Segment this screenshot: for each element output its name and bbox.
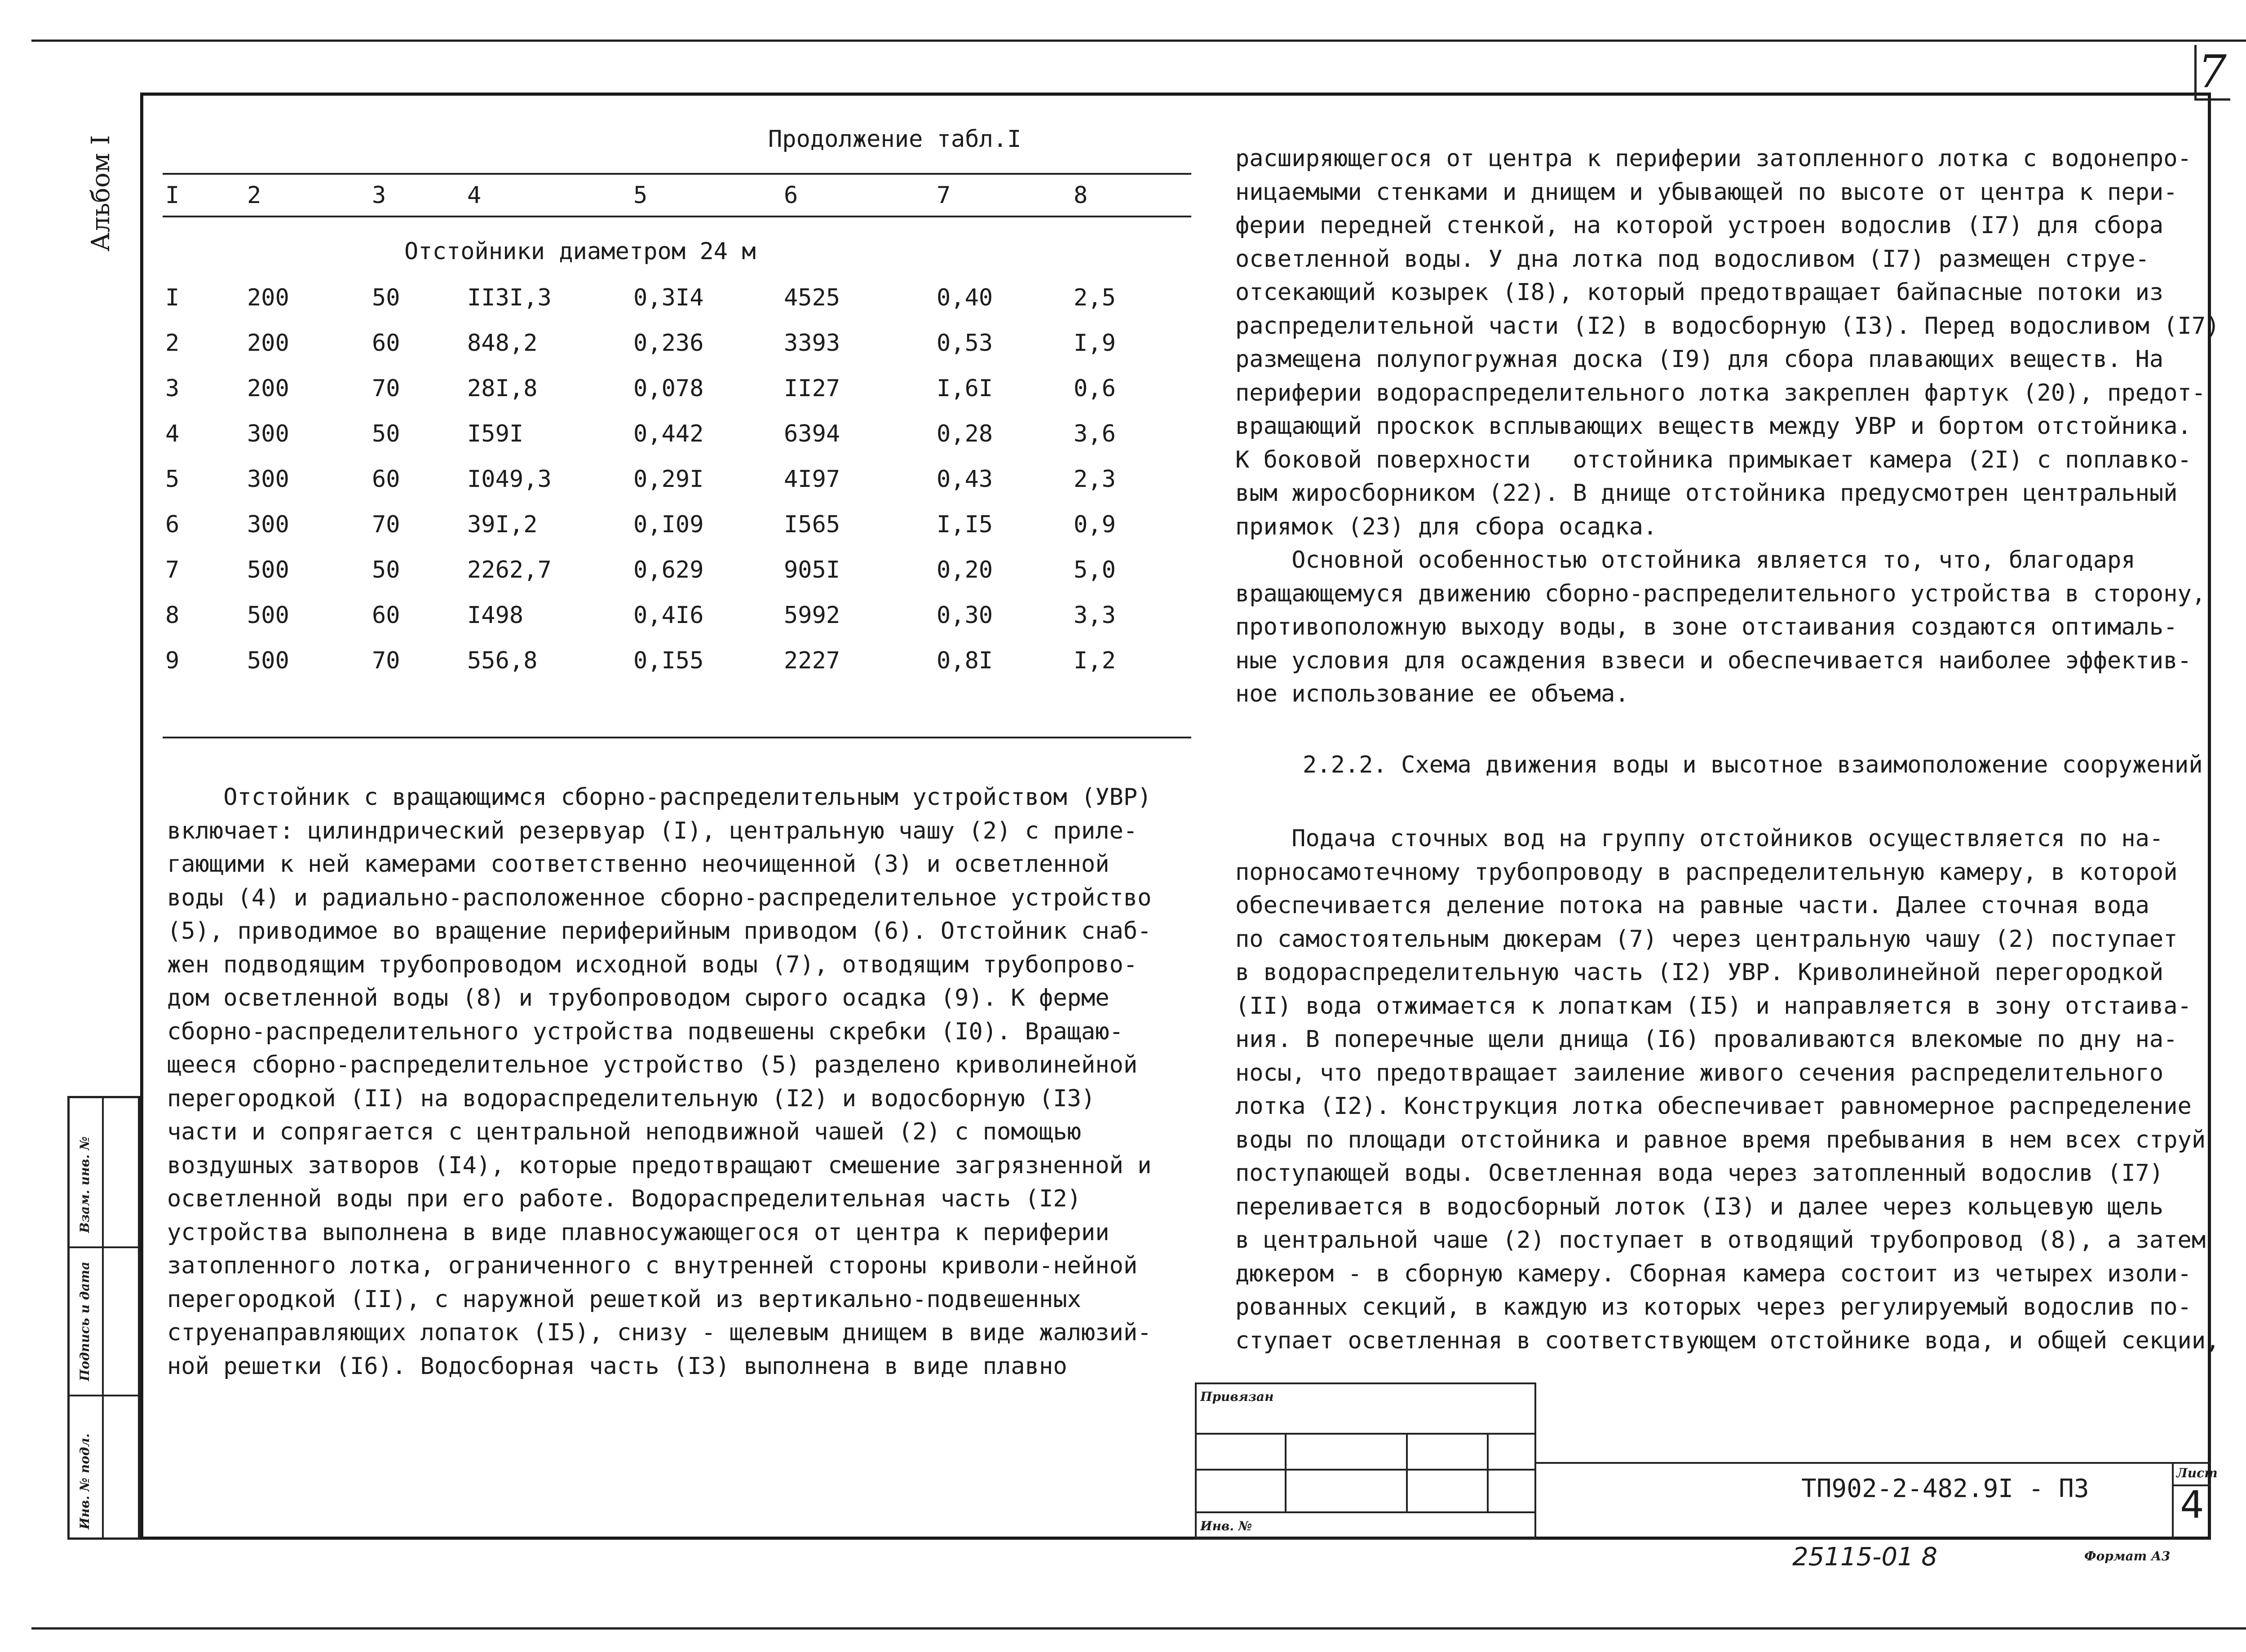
table-cell: 2 [165,330,180,357]
table-cell: 500 [247,647,289,674]
text-line: вым жиросборником (22). В днище отстойника предусмотрен центральный [1235,480,2178,507]
title-block-attached-label: Привязан [1200,1389,1274,1404]
table-cell: 5,0 [1074,557,1116,583]
text-line: К боковой поверхности отстойника примыкает камера (2I) с поплавко- [1235,446,2192,473]
table-cell: 905I [784,557,840,583]
table-cell: 300 [247,511,289,538]
text-line: противоположную выходу воды, в зоне отстаивания создаются оптималь- [1235,614,2178,640]
table-cell: 5 [165,466,180,493]
text-line: обеспечивается деление потока на равные части. Далее сточная вода [1235,892,2149,919]
table-header-cell: 3 [372,182,386,209]
text-line: Подача сточных вод на группу отстойников осуществляется по на- [1235,825,2164,852]
text-line: ступает осветленная в соответствующем отстойнике вода, и общей секции, [1235,1327,2220,1354]
side-stamp-replace-inv: Взам. инв. № [77,1136,92,1233]
text-line: ной решетки (I6). Водосборная часть (I3) выполнена в виде плавно [167,1352,1067,1380]
text-line: осветленной воды. У дна лотка под водосливом (I7) размещен струе- [1235,245,2149,273]
table-cell: 50 [372,420,400,447]
text-line: (5), приводимое во вращение периферийным приводом (6). Отстойник снаб- [167,918,1152,945]
text-line: носы, что предотвращает заиление живого сечения распределительного [1235,1059,2164,1087]
table-header-cell: 6 [784,182,798,209]
table-cell: 200 [247,284,289,311]
table-cell: 70 [372,375,400,402]
side-stamp-orig-inv: Инв. № подл. [77,1433,92,1529]
title-block-inv-label: Инв. № [1200,1519,1252,1533]
table-cell: 500 [247,602,289,629]
text-line: Основной особенностью отстойника является то, что, благодаря [1235,547,2135,574]
table-cell: 5992 [784,602,840,629]
table-cell: 6 [165,511,180,538]
text-line: (II) вода отжимается к лопаткам (I5) и направляется в зону отстаива- [1235,992,2192,1020]
text-line: Отстойник с вращающимся сборно-распределительным устройством (УВР) [167,784,1152,811]
table-cell: 0,29I [633,466,704,493]
table-cell: I049,3 [467,466,552,493]
table-cell: 3,3 [1074,602,1116,629]
table-cell: 200 [247,375,289,402]
table-cell: 0,236 [633,330,704,357]
table-cell: I59I [467,420,524,447]
text-line: по самостоятельным дюкерам (7) через центральную чашу (2) поступает [1235,925,2178,953]
table-cell: 2227 [784,647,840,674]
table-cell: 4525 [784,284,840,311]
table-caption: Продолжение табл.I [768,126,1021,153]
title-block-sheet-label: Лист [2176,1466,2218,1480]
text-line: перегородкой (II), с наружной решеткой из вертикально-подвешенных [167,1285,1081,1313]
text-line: ницаемыми стенками и днищем и убывающей по высоте от центра к пери- [1235,178,2178,206]
table-cell: 0,629 [633,557,704,583]
table-header-cell: 2 [247,182,261,209]
text-line: приямок (23) для сбора осадка. [1235,513,1658,540]
text-line: воды по площади отстойника и равное время пребывания в нем всех струй [1235,1126,2206,1153]
table-cell: 8 [165,602,180,629]
table-header-cell: 5 [633,182,648,209]
table-cell: 0,9 [1074,511,1116,538]
table-cell: I [165,284,180,311]
text-line: ные условия для осаждения взвеси и обеспечивается наиболее эффектив- [1235,647,2192,674]
table-cell: 556,8 [467,647,538,674]
table-cell: 28I,8 [467,375,538,402]
text-line: жен подводящим трубопроводом исходной воды (7), отводящим трубопрово- [167,951,1138,978]
table-cell: 50 [372,557,400,583]
table-cell: 4 [165,420,180,447]
document-code: ТП902-2-482.9I - ПЗ [1801,1474,2089,1503]
text-line: части и сопрягается с центральной неподвижной чашей (2) с помощью [167,1118,1081,1145]
table-cell: 3,6 [1074,420,1116,447]
table-cell: 4I97 [784,466,840,493]
side-stamp [67,1096,140,1540]
table-cell: I,I5 [937,511,993,538]
format-label: Формат А3 [2084,1549,2171,1564]
section-heading: 2.2.2. Схема движения воды и высотное взаимоположение сооружений [1303,751,2203,778]
table-header-cell: 8 [1074,182,1088,209]
table-cell: 50 [372,284,400,311]
table-cell: 60 [372,466,400,493]
table-cell: I,2 [1074,647,1116,674]
text-line: переливается в водосборный лоток (I3) и далее через кольцевую щель [1235,1193,2164,1220]
album-label: Альбом I [86,135,115,252]
table-cell: 2,5 [1074,284,1116,311]
sheet-number: 4 [2180,1483,2204,1527]
text-line: дом осветленной воды (8) и трубопроводом сырого осадка (9). К ферме [167,985,1110,1012]
table-cell: 3393 [784,330,840,357]
table-cell: 70 [372,647,400,674]
table-cell: 200 [247,330,289,357]
table-cell: 0,30 [937,602,993,629]
text-line: гающими к ней камерами соответственно неочищенной (3) и осветленной [167,851,1110,878]
table-cell: 70 [372,511,400,538]
text-line: перегородкой (II) на водораспределительную (I2) и водосборную (I3) [167,1085,1096,1112]
text-line: в водораспределительную часть (I2) УВР. Криволинейной перегородкой [1235,959,2164,986]
table-cell: 0,I55 [633,647,704,674]
text-line: размещена полупогружная доска (I9) для сбора плавающих веществ. На [1235,346,2164,373]
corner-page-number: 7 [2198,45,2227,98]
text-line: вращающий проскок всплывающих веществ между УВР и бортом отстойника. [1235,413,2192,440]
table-cell: 2262,7 [467,557,552,583]
table-cell: 3 [165,375,180,402]
right-paragraph-description [1235,142,2219,711]
table-cell: 0,442 [633,420,704,447]
table-header-cell: I [165,182,180,209]
text-line: порносамотечному трубопроводу в распределительную камеру, в которой [1235,858,2178,886]
table-header-cell: 7 [937,182,951,209]
text-line: расширяющегося от центра к периферии затопленного лотка с водонепро- [1235,145,2192,172]
table-cell: 0,8I [937,647,993,674]
table-cell: 39I,2 [467,511,538,538]
table-cell: 0,20 [937,557,993,583]
text-line: щееся сборно-распределительное устройство (5) разделено криволинейной [167,1051,1138,1078]
table-cell: 0,078 [633,375,704,402]
text-line: лотка (I2). Конструкция лотка обеспечивает равномерное распределение [1235,1093,2192,1120]
table-cell: 0,40 [937,284,993,311]
table-header-rule [163,216,1191,217]
text-line: распределительной части (I2) в водосборную (I3). Перед водосливом (I7) [1235,312,2220,340]
table-cell: I,6I [937,375,993,402]
text-line: поступающей воды. Осветленная вода через затопленный водослив (I7) [1235,1160,2164,1187]
table-cell: 6394 [784,420,840,447]
text-line: сборно-распределительного устройства подвешены скребки (I0). Вращаю- [167,1018,1123,1045]
title-block-left [1195,1383,1536,1540]
table-cell: I498 [467,602,524,629]
text-line: струенаправляющих лопаток (I5), снизу - щелевым днищем в виде жалюзий- [167,1319,1152,1346]
text-line: периферии водораспределительного лотка закреплен фартук (20), предот- [1235,379,2206,406]
bottom-inventory-number: 25115-01 8 [1792,1542,1938,1572]
text-line: ферии передней стенкой, на которой устроен водослив (I7) для сбора [1235,212,2164,239]
table-cell: 0,3I4 [633,284,704,311]
table-cell: I565 [784,511,840,538]
table-cell: 0,4I6 [633,602,704,629]
side-stamp-signature-date: Подпись и дата [77,1261,92,1381]
text-line: вращающемуся движению сборно-распределительного устройства в сторону, [1235,580,2206,607]
table-cell: 9 [165,647,180,674]
text-line: рованных секций, в каждую из которых через регулируемый водослив по- [1235,1294,2192,1321]
table-cell: 60 [372,330,400,357]
table-cell: 0,I09 [633,511,704,538]
table-cell: 60 [372,602,400,629]
text-line: в центральной чаше (2) поступает в отводящий трубопровод (8), а затем [1235,1227,2206,1254]
text-line: дюкером - в сборную камеру. Сборная камера состоит из четырех изоли- [1235,1260,2192,1287]
text-line: осветленной воды при его работе. Водораспределительная часть (I2) [167,1185,1081,1212]
text-line: ния. В поперечные щели днища (I6) проваливаются влекомые по дну на- [1235,1026,2178,1053]
table-cell: 2,3 [1074,466,1116,493]
text-line: затопленного лотка, ограниченного с внутренней стороны криволи-нейной [167,1252,1138,1279]
text-line: воды (4) и радиально-расположенное сборно-распределительное устройство [167,884,1152,911]
left-paragraph [167,781,1151,1383]
table-cell: 0,6 [1074,375,1116,402]
table-cell: II27 [784,375,840,402]
table-cell: 300 [247,420,289,447]
table-cell: 7 [165,557,180,583]
text-line: воздушных затворов (I4), которые предотвращают смешение загрязненной и [167,1152,1152,1179]
table-subheading: Отстойники диаметром 24 м [404,238,756,265]
table-cell: II3I,3 [467,284,552,311]
table-cell: 0,43 [937,466,993,493]
right-paragraph-water-flow [1235,822,2219,1357]
table-header-cell: 4 [467,182,482,209]
text-line: устройства выполнена в виде плавносужающегося от центра к периферии [167,1219,1110,1246]
table-cell: 500 [247,557,289,583]
table-cell: 0,28 [937,420,993,447]
table-cell: 0,53 [937,330,993,357]
text-line: отсекающий козырек (I8), который предотвращает байпасные потоки из [1235,279,2164,306]
table-cell: I,9 [1074,330,1116,357]
table-cell: 300 [247,466,289,493]
text-line: ное использование ее объема. [1235,680,1629,707]
table-top-rule [163,173,1191,175]
table-bottom-rule [163,737,1191,738]
table-cell: 848,2 [467,330,538,357]
text-line: включает: цилиндрический резервуар (I), центральную чашу (2) с приле- [167,817,1138,844]
